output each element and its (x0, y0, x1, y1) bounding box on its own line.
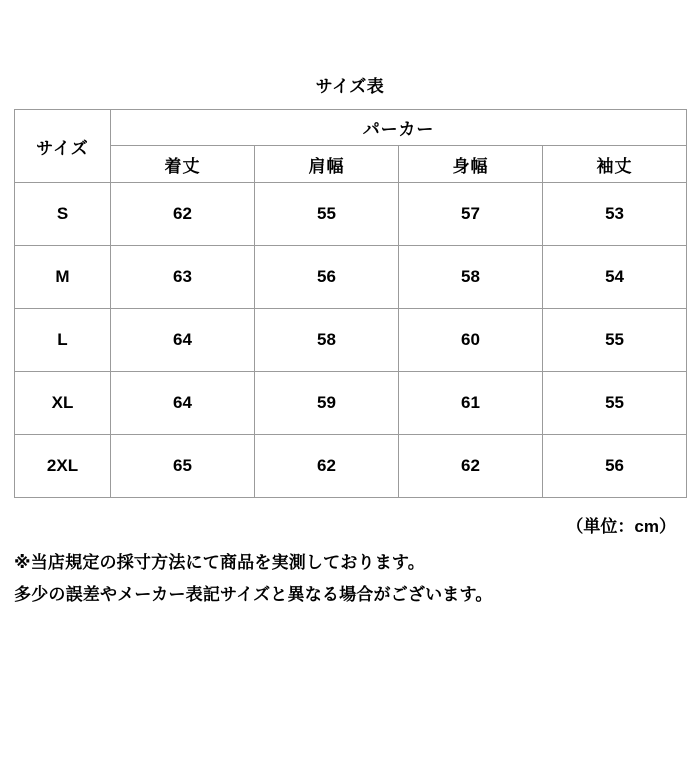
header-row-sub (15, 146, 687, 183)
cell-shoulder: 56 (255, 246, 399, 309)
note-line-2: 多少の誤差やメーカー表記サイズと異なる場合がございます。 (14, 585, 493, 605)
cell-sleeve: 54 (543, 246, 687, 309)
size-chart-page (0, 72, 700, 772)
row-size-label: M (15, 246, 111, 309)
unit-note: （単位：cm） (566, 517, 676, 536)
notes-block (0, 537, 700, 612)
header-length: 着丈 (111, 146, 255, 183)
size-table-container (0, 109, 700, 498)
cell-shoulder: 59 (255, 372, 399, 435)
cell-length: 62 (111, 183, 255, 246)
table-row (15, 246, 687, 309)
cell-sleeve: 55 (543, 372, 687, 435)
table-row (15, 372, 687, 435)
table-row (15, 435, 687, 498)
row-size-label: XL (15, 372, 111, 435)
cell-length: 63 (111, 246, 255, 309)
size-table (14, 109, 687, 498)
cell-chest: 61 (399, 372, 543, 435)
cell-sleeve: 56 (543, 435, 687, 498)
header-shoulder: 肩幅 (255, 146, 399, 183)
cell-length: 64 (111, 309, 255, 372)
row-size-label: L (15, 309, 111, 372)
header-size: サイズ (15, 110, 111, 183)
table-row (15, 183, 687, 246)
cell-shoulder: 58 (255, 309, 399, 372)
page-title: サイズ表 (315, 77, 385, 96)
header-row-group (15, 110, 687, 146)
cell-chest: 62 (399, 435, 543, 498)
cell-length: 65 (111, 435, 255, 498)
table-row (15, 309, 687, 372)
note-line-1: ※当店規定の採寸方法にて商品を実測しております。 (14, 553, 425, 572)
cell-chest: 57 (399, 183, 543, 246)
cell-chest: 60 (399, 309, 543, 372)
cell-chest: 58 (399, 246, 543, 309)
table-body (15, 183, 687, 498)
cell-sleeve: 55 (543, 309, 687, 372)
header-chest: 身幅 (399, 146, 543, 183)
row-size-label: S (15, 183, 111, 246)
header-group-parka: パーカー (111, 110, 687, 146)
row-size-label: 2XL (15, 435, 111, 498)
cell-shoulder: 62 (255, 435, 399, 498)
cell-shoulder: 55 (255, 183, 399, 246)
cell-sleeve: 53 (543, 183, 687, 246)
header-sleeve: 袖丈 (543, 146, 687, 183)
cell-length: 64 (111, 372, 255, 435)
table-header (15, 110, 687, 183)
